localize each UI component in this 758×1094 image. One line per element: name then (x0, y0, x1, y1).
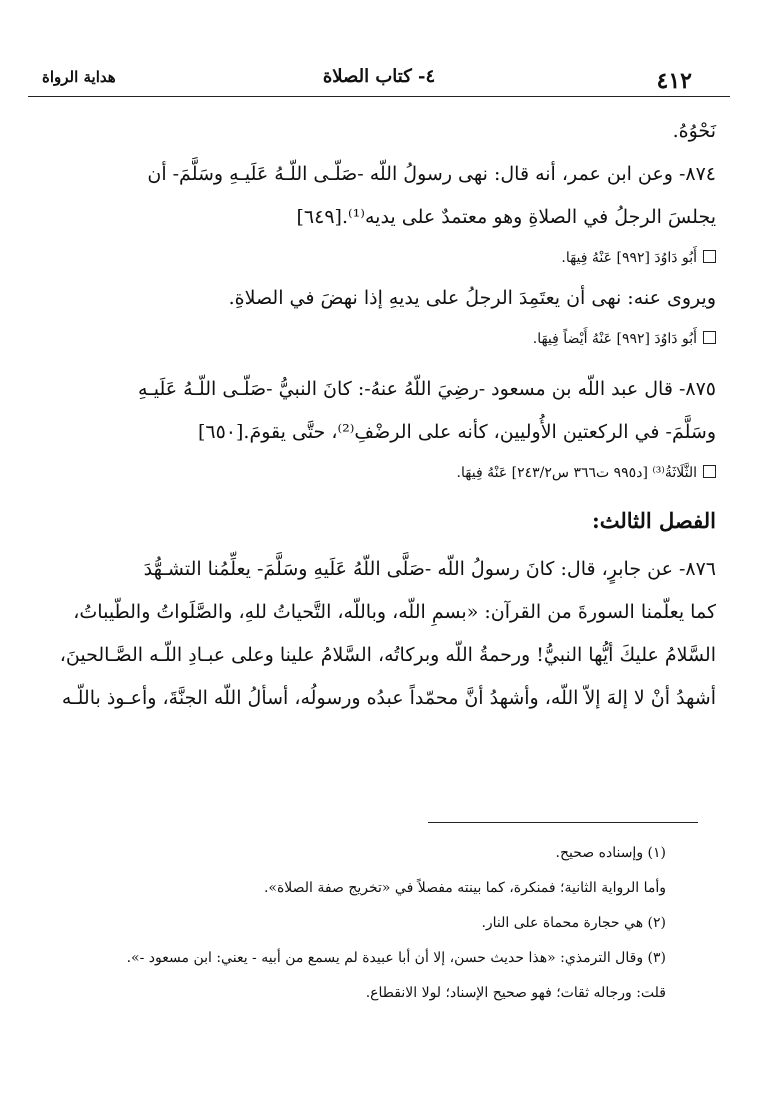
hadith-876-line-2: كما يعلّمنا السورةَ من القرآن: «بسمِ اللّه، وباللّه، التَّحياتُ للهِ، والصَّلَواتُ والطّيباتُ، (73, 601, 716, 623)
source-text: أَبُو دَاوُدَ [٩٩٢] عَنْهُ أَيْضاً فِيهَا. (532, 331, 697, 347)
book-title: هداية الرواة (42, 68, 116, 86)
footnote-1: (١) وإسناده صحيح. (555, 845, 666, 861)
hadith-874-source (42, 245, 716, 271)
continued-line: نَحْوُهُ. (672, 120, 716, 142)
hadith-874-variant: ويروى عنه: نهى أن يعتَمِدَ الرجلُ على يديهِ إذا نهضَ في الصلاةِ. (228, 287, 716, 309)
header-divider (28, 96, 730, 97)
hadith-876-line-1: ٨٧٦- عن جابرٍ، قال: كانَ رسولُ اللّه -صَلَّى اللّهُ عَلَيهِ وسَلَّمَ- يعلِّمُنا التشـهُّدَ (143, 558, 716, 580)
footnote-1-continued: وأما الرواية الثانية؛ فمنكرة، كما بينته مفصلاً في «تخريج صفة الصلاة». (263, 880, 666, 896)
square-bullet-icon (703, 331, 716, 344)
hadith-874-line-2: يجلسَ الرجلُ في الصلاةِ وهو معتمدٌ على يديه⁽¹⁾.[٦٤٩] (296, 206, 716, 228)
source-text: أَبُو دَاوُدَ [٩٩٢] عَنْهُ فِيهَا. (561, 250, 697, 266)
hadith-875-source (42, 460, 716, 486)
hadith-876-line-4: أشهدُ أنْ لا إلهَ إلاّ اللّه، وأشهدُ أنَّ محمّداً عبدُه ورسولُه، أسألُ اللّه الجنَّةَ، وأعـوذ باللّـه (61, 687, 716, 709)
hadith-876-line-3: السَّلامُ عليكَ أيُّها النبيُّ! ورحمةُ اللّه وبركاتُه، السَّلامُ علينا وعلى عبـادِ اللّـه الصَّـالحينَ، (59, 644, 716, 666)
hadith-875-line-1: ٨٧٥- قال عبد اللّه بن مسعود -رضِيَ اللّهُ عنهُ-: كانَ النبيُّ -صَلّـى اللّـهُ عَلَيـهِ (138, 378, 716, 400)
hadith-874-variant-source (42, 326, 716, 352)
main-text (42, 110, 716, 720)
page-number: ٤١٢ (656, 68, 692, 94)
footnote-3: (٣) وقال الترمذي: «هذا حديث حسن، إلا أن أبا عبيدة لم يسمع من أبيه - يعني: ابن مسعود -». (126, 950, 666, 966)
footnote-divider (428, 822, 698, 823)
page-header (28, 56, 730, 96)
footnote-3-continued: قلت: ورجاله ثقات؛ فهو صحيح الإسناد؛ لولا الانقطاع. (365, 985, 666, 1001)
footnote-2: (٢) هي حجارة محماة على النار. (481, 915, 666, 931)
hadith-874-line-1: ٨٧٤- وعن ابن عمر، أنه قال: نهى رسولُ اللّه -صَلّـى اللّـهُ عَلَيـهِ وسَلَّمَ- أن (147, 163, 716, 185)
square-bullet-icon (703, 465, 716, 478)
square-bullet-icon (703, 250, 716, 263)
chapter-title: ٤- كتاب الصلاة (322, 66, 436, 87)
footnotes (50, 842, 666, 1017)
hadith-875-line-2: وسَلَّمَ- في الركعتين الأُوليين، كأنه على الرضْفِ⁽²⁾، حتَّى يقومَ.[٦٥٠] (197, 421, 716, 443)
source-text: الثَّلَاثَةُ⁽³⁾ [د٩٩٥ ت٣٦٦ س٢٤٣/٢] عَنْهُ فِيهَا. (456, 465, 697, 481)
section-heading: الفصل الثالث: (591, 508, 716, 533)
